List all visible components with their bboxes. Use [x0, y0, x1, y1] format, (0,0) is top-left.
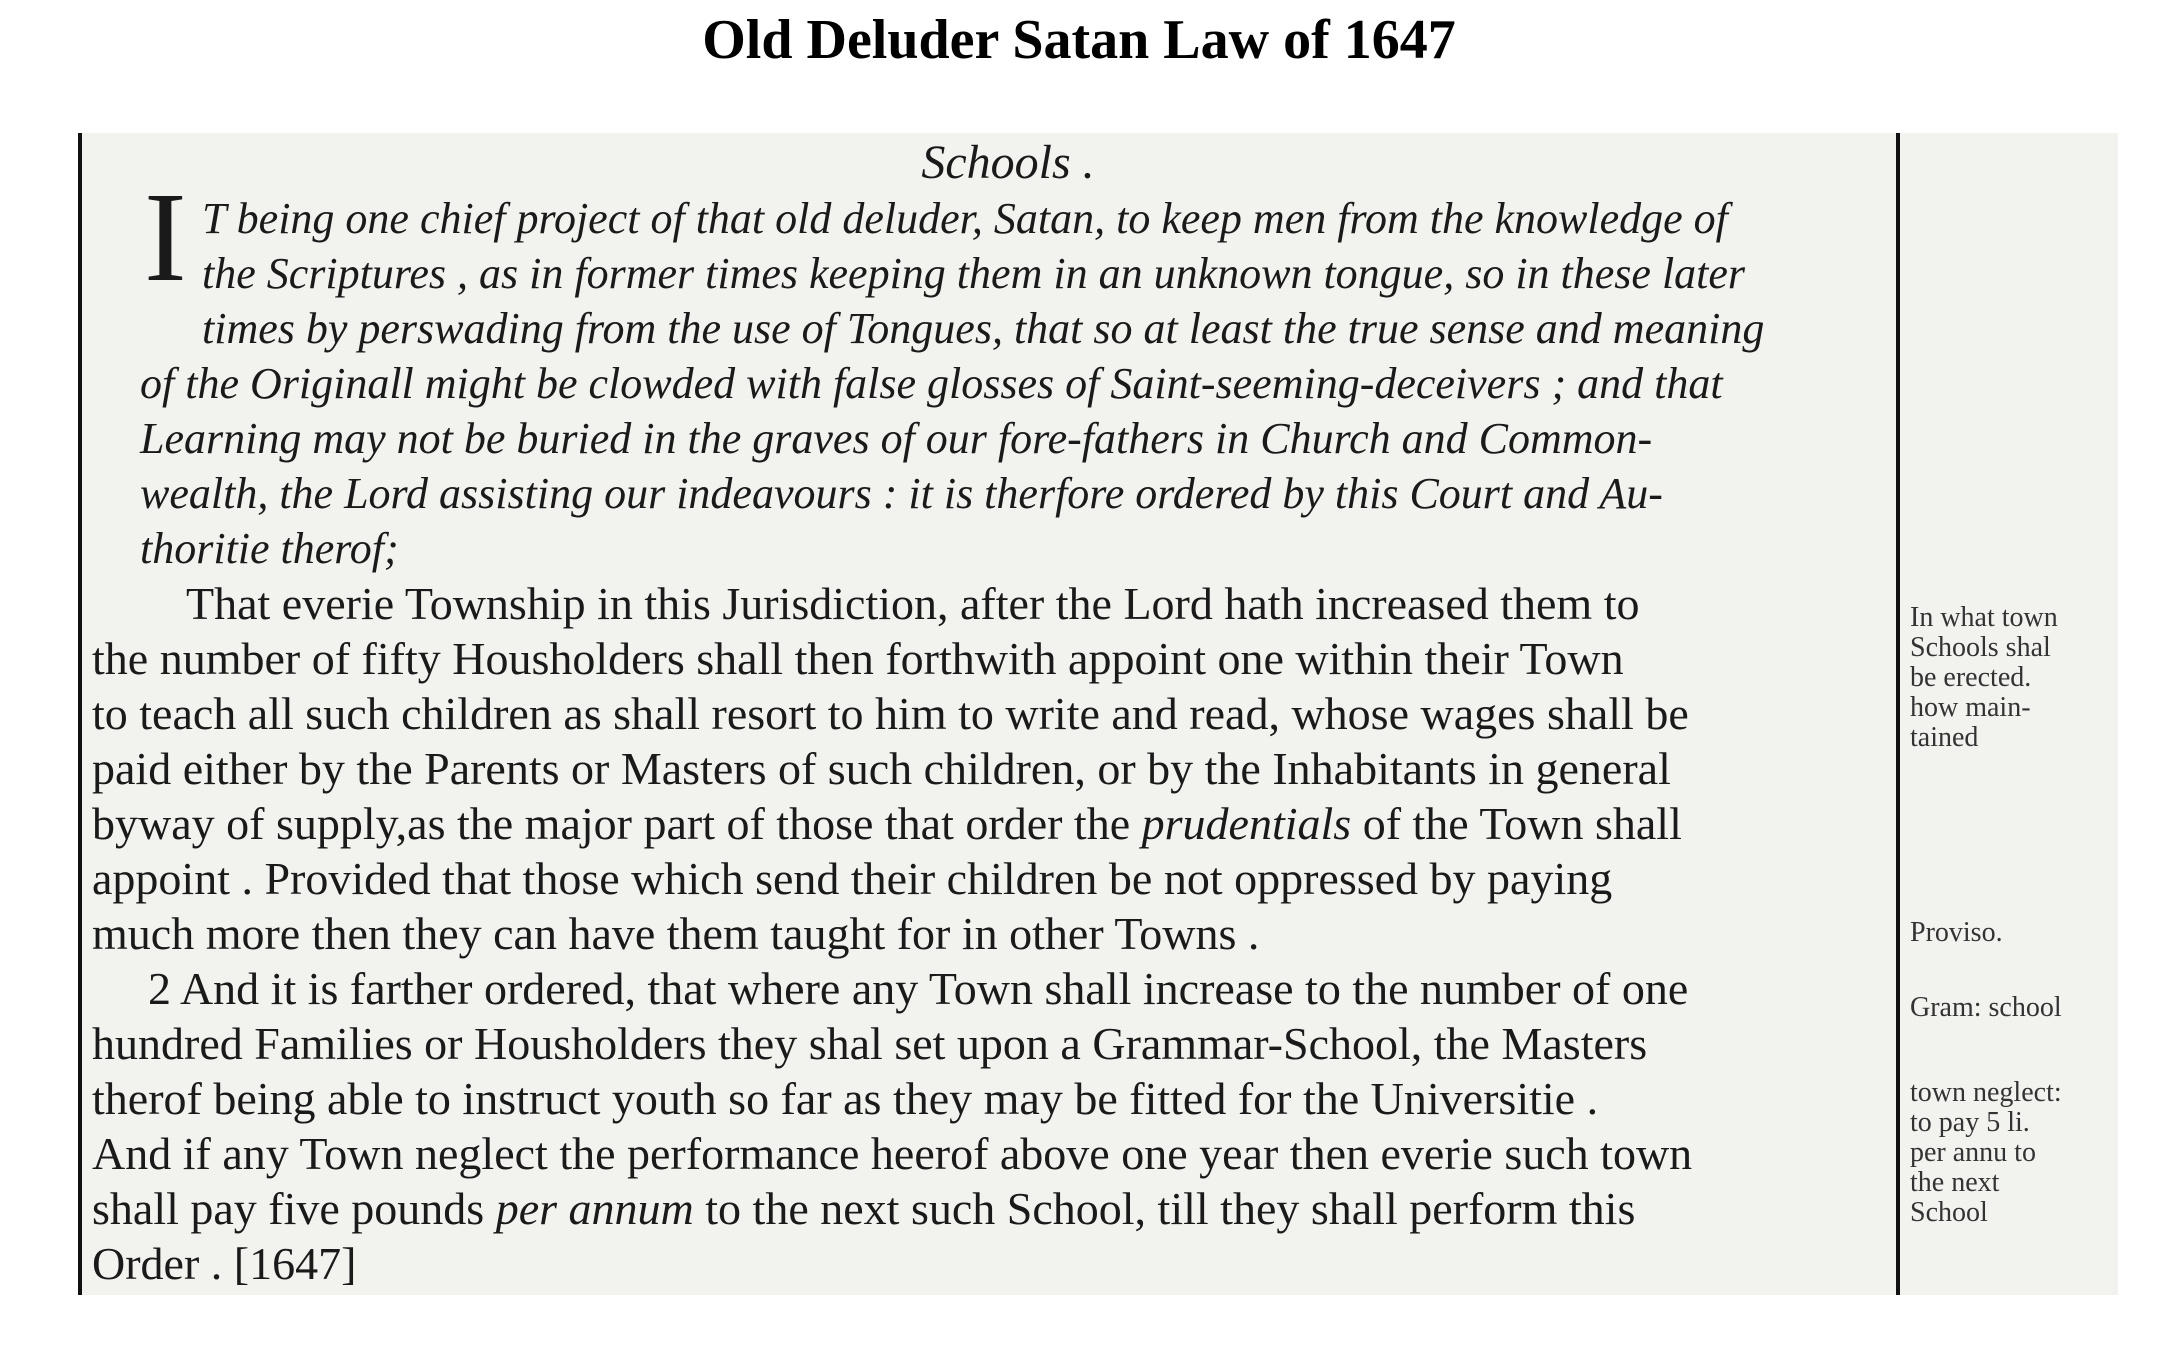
- body-line: [92, 796, 1682, 851]
- scanned-page: [78, 133, 2118, 1295]
- margin-note: [1910, 1078, 2062, 1228]
- margin-note-line: to pay 5 li.: [1910, 1107, 2030, 1138]
- body-line: [92, 1181, 1635, 1236]
- margin-note: [1910, 918, 2003, 948]
- body-line: And if any Town neglect the performance heerof above one year then everie such town: [92, 1128, 1693, 1179]
- body-text: to the next such School, till they shall perform this: [693, 1183, 1636, 1234]
- body-text: shall pay five pounds: [92, 1183, 496, 1234]
- body-line: Order . [1647]: [92, 1238, 357, 1289]
- body-text: byway of supply,as the major part of those that order the: [92, 798, 1142, 849]
- intro-line: times by perswading from the use of Tongues, that so at least the true sense and meaning: [202, 304, 1765, 353]
- drop-cap: I: [144, 166, 187, 308]
- body-line: much more then they can have them taught for in other Towns .: [92, 908, 1260, 959]
- margin-note: [1910, 993, 2062, 1023]
- margin-note: [1910, 603, 2058, 753]
- margin-note-line: per annu to: [1910, 1137, 2036, 1168]
- left-border-rule: [78, 133, 82, 1295]
- intro-line: thoritie therof;: [140, 524, 399, 573]
- margin-note-line: School: [1910, 1197, 1988, 1228]
- intro-line: Learning may not be buried in the graves of our fore-fathers in Church and Common-: [140, 414, 1653, 463]
- margin-divider-rule: [1896, 133, 1900, 1295]
- body-line: paid either by the Parents or Masters of such children, or by the Inhabitants in general: [92, 743, 1671, 794]
- margin-note-line: In what town: [1910, 602, 2058, 633]
- intro-line: wealth, the Lord assisting our indeavours : it is therfore ordered by this Court and Au-: [140, 469, 1663, 518]
- body-line: 2 And it is farther ordered, that where any Town shall increase to the number of one: [148, 963, 1689, 1014]
- margin-note-line: town neglect:: [1910, 1077, 2062, 1108]
- margin-note-line: Schools shal: [1910, 632, 2051, 663]
- margin-note-line: Gram: school: [1910, 992, 2062, 1023]
- margin-note-line: how main-: [1910, 692, 2031, 723]
- body-line: appoint . Provided that those which send their children be not oppressed by paying: [92, 853, 1613, 904]
- margin-note-line: the next: [1910, 1167, 2000, 1198]
- body-text: of the Town shall: [1351, 798, 1682, 849]
- intro-line: T being one chief project of that old deluder, Satan, to keep men from the knowledge of: [202, 194, 1728, 243]
- body-line: hundred Families or Housholders they shal set upon a Grammar-School, the Masters: [92, 1018, 1648, 1069]
- body-line: to teach all such children as shall resort to him to write and read, whose wages shall be: [92, 688, 1689, 739]
- body-line: That everie Township in this Jurisdiction, after the Lord hath increased them to: [186, 578, 1640, 629]
- page-title: Old Deluder Satan Law of 1647: [702, 9, 1456, 71]
- section-heading-text: Schools .: [921, 136, 1095, 189]
- intro-line: of the Originall might be clowded with false glosses of Saint-seeming-deceivers ; and that: [140, 359, 1723, 408]
- margin-note-line: tained: [1910, 722, 1979, 753]
- intro-line: the Scriptures , as in former times keeping them in an unknown tongue, so in these later: [202, 249, 1746, 298]
- body-line: the number of fifty Housholders shall then forthwith appoint one within their Town: [92, 633, 1624, 684]
- section-heading: [78, 135, 1858, 190]
- italic-term: per annum: [495, 1183, 694, 1234]
- margin-note-line: Proviso.: [1910, 917, 2003, 948]
- margin-note-line: be erected.: [1910, 662, 2032, 693]
- body-line: therof being able to instruct youth so far as they may be fitted for the Universitie .: [92, 1073, 1599, 1124]
- italic-term: prudentials: [1141, 798, 1352, 849]
